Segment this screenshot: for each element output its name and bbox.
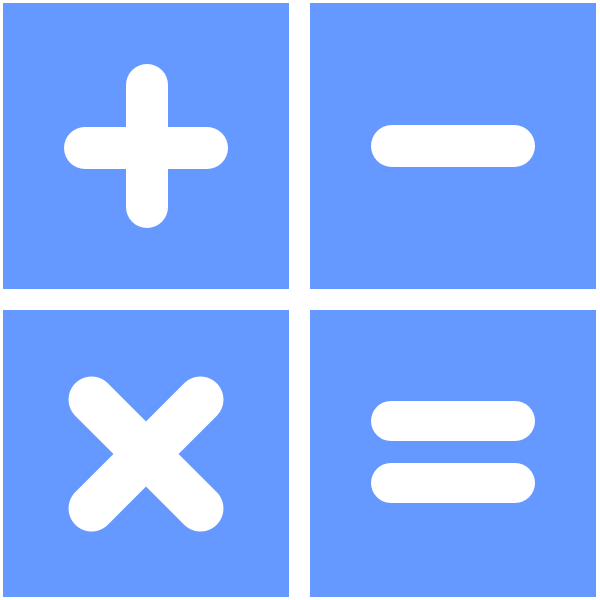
times-tile[interactable]: [3, 310, 289, 597]
equals-bottom-bar: [371, 463, 535, 503]
plus-tile[interactable]: [3, 3, 289, 289]
equals-tile[interactable]: [310, 310, 596, 597]
minus-bar: [371, 125, 535, 167]
equals-top-bar: [371, 401, 535, 441]
plus-vertical-bar: [126, 64, 168, 228]
minus-tile[interactable]: [310, 3, 596, 289]
